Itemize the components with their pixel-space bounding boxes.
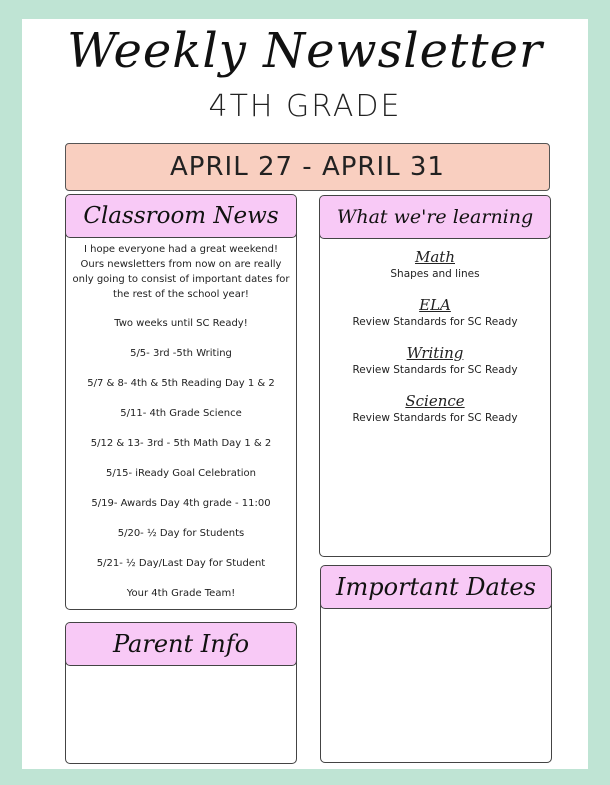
news-item: 5/12 & 13- 3rd - 5th Math Day 1 & 2 bbox=[90, 438, 272, 449]
news-item: 5/7 & 8- 4th & 5th Reading Day 1 & 2 bbox=[87, 378, 275, 389]
news-item: 5/11- 4th Grade Science bbox=[120, 408, 242, 419]
date-range-bar bbox=[65, 143, 550, 191]
parent-info-box bbox=[65, 622, 297, 764]
subject-math bbox=[324, 248, 546, 282]
classroom-news-heading: Classroom News bbox=[65, 194, 297, 238]
subject-desc: Shapes and lines bbox=[390, 268, 480, 280]
parent-info-heading: Parent Info bbox=[65, 622, 297, 666]
important-dates-box bbox=[320, 565, 552, 763]
news-item: 5/15- iReady Goal Celebration bbox=[105, 468, 256, 479]
newsletter-title: Weekly Newsletter bbox=[67, 23, 543, 79]
news-item: Two weeks until SC Ready! bbox=[114, 318, 248, 329]
learning-heading: What we're learning bbox=[319, 195, 551, 239]
important-dates-heading: Important Dates bbox=[320, 565, 552, 609]
news-signoff: Your 4th Grade Team! bbox=[126, 588, 236, 599]
subject-science bbox=[324, 392, 546, 426]
subject-desc: Review Standards for SC Ready bbox=[352, 316, 518, 328]
news-item: 5/5- 3rd -5th Writing bbox=[130, 348, 232, 359]
learning-box bbox=[319, 195, 551, 557]
news-item: 5/21- ½ Day/Last Day for Student bbox=[96, 558, 266, 569]
date-range-text: APRIL 27 - APRIL 31 bbox=[170, 152, 445, 182]
classroom-news-body bbox=[72, 242, 290, 610]
news-item: 5/20- ½ Day for Students bbox=[117, 528, 245, 539]
learning-body bbox=[324, 248, 546, 440]
subject-name: Math bbox=[415, 248, 455, 266]
newsletter-sheet bbox=[22, 19, 588, 769]
subject-name: Science bbox=[405, 392, 465, 410]
subject-desc: Review Standards for SC Ready bbox=[352, 364, 518, 376]
subject-writing bbox=[324, 344, 546, 378]
subject-name: Writing bbox=[406, 344, 464, 362]
subject-ela bbox=[324, 296, 546, 330]
grade-subtitle: 4TH GRADE bbox=[208, 89, 402, 124]
classroom-news-box bbox=[65, 194, 297, 610]
subject-name: ELA bbox=[419, 296, 451, 314]
subject-desc: Review Standards for SC Ready bbox=[352, 412, 518, 424]
classroom-news-intro: I hope everyone had a great weekend! Ours newsletters from now on are really only going to consist of important dates for the rest of the school year! bbox=[72, 244, 290, 300]
news-item: 5/19- Awards Day 4th grade - 11:00 bbox=[91, 498, 271, 509]
